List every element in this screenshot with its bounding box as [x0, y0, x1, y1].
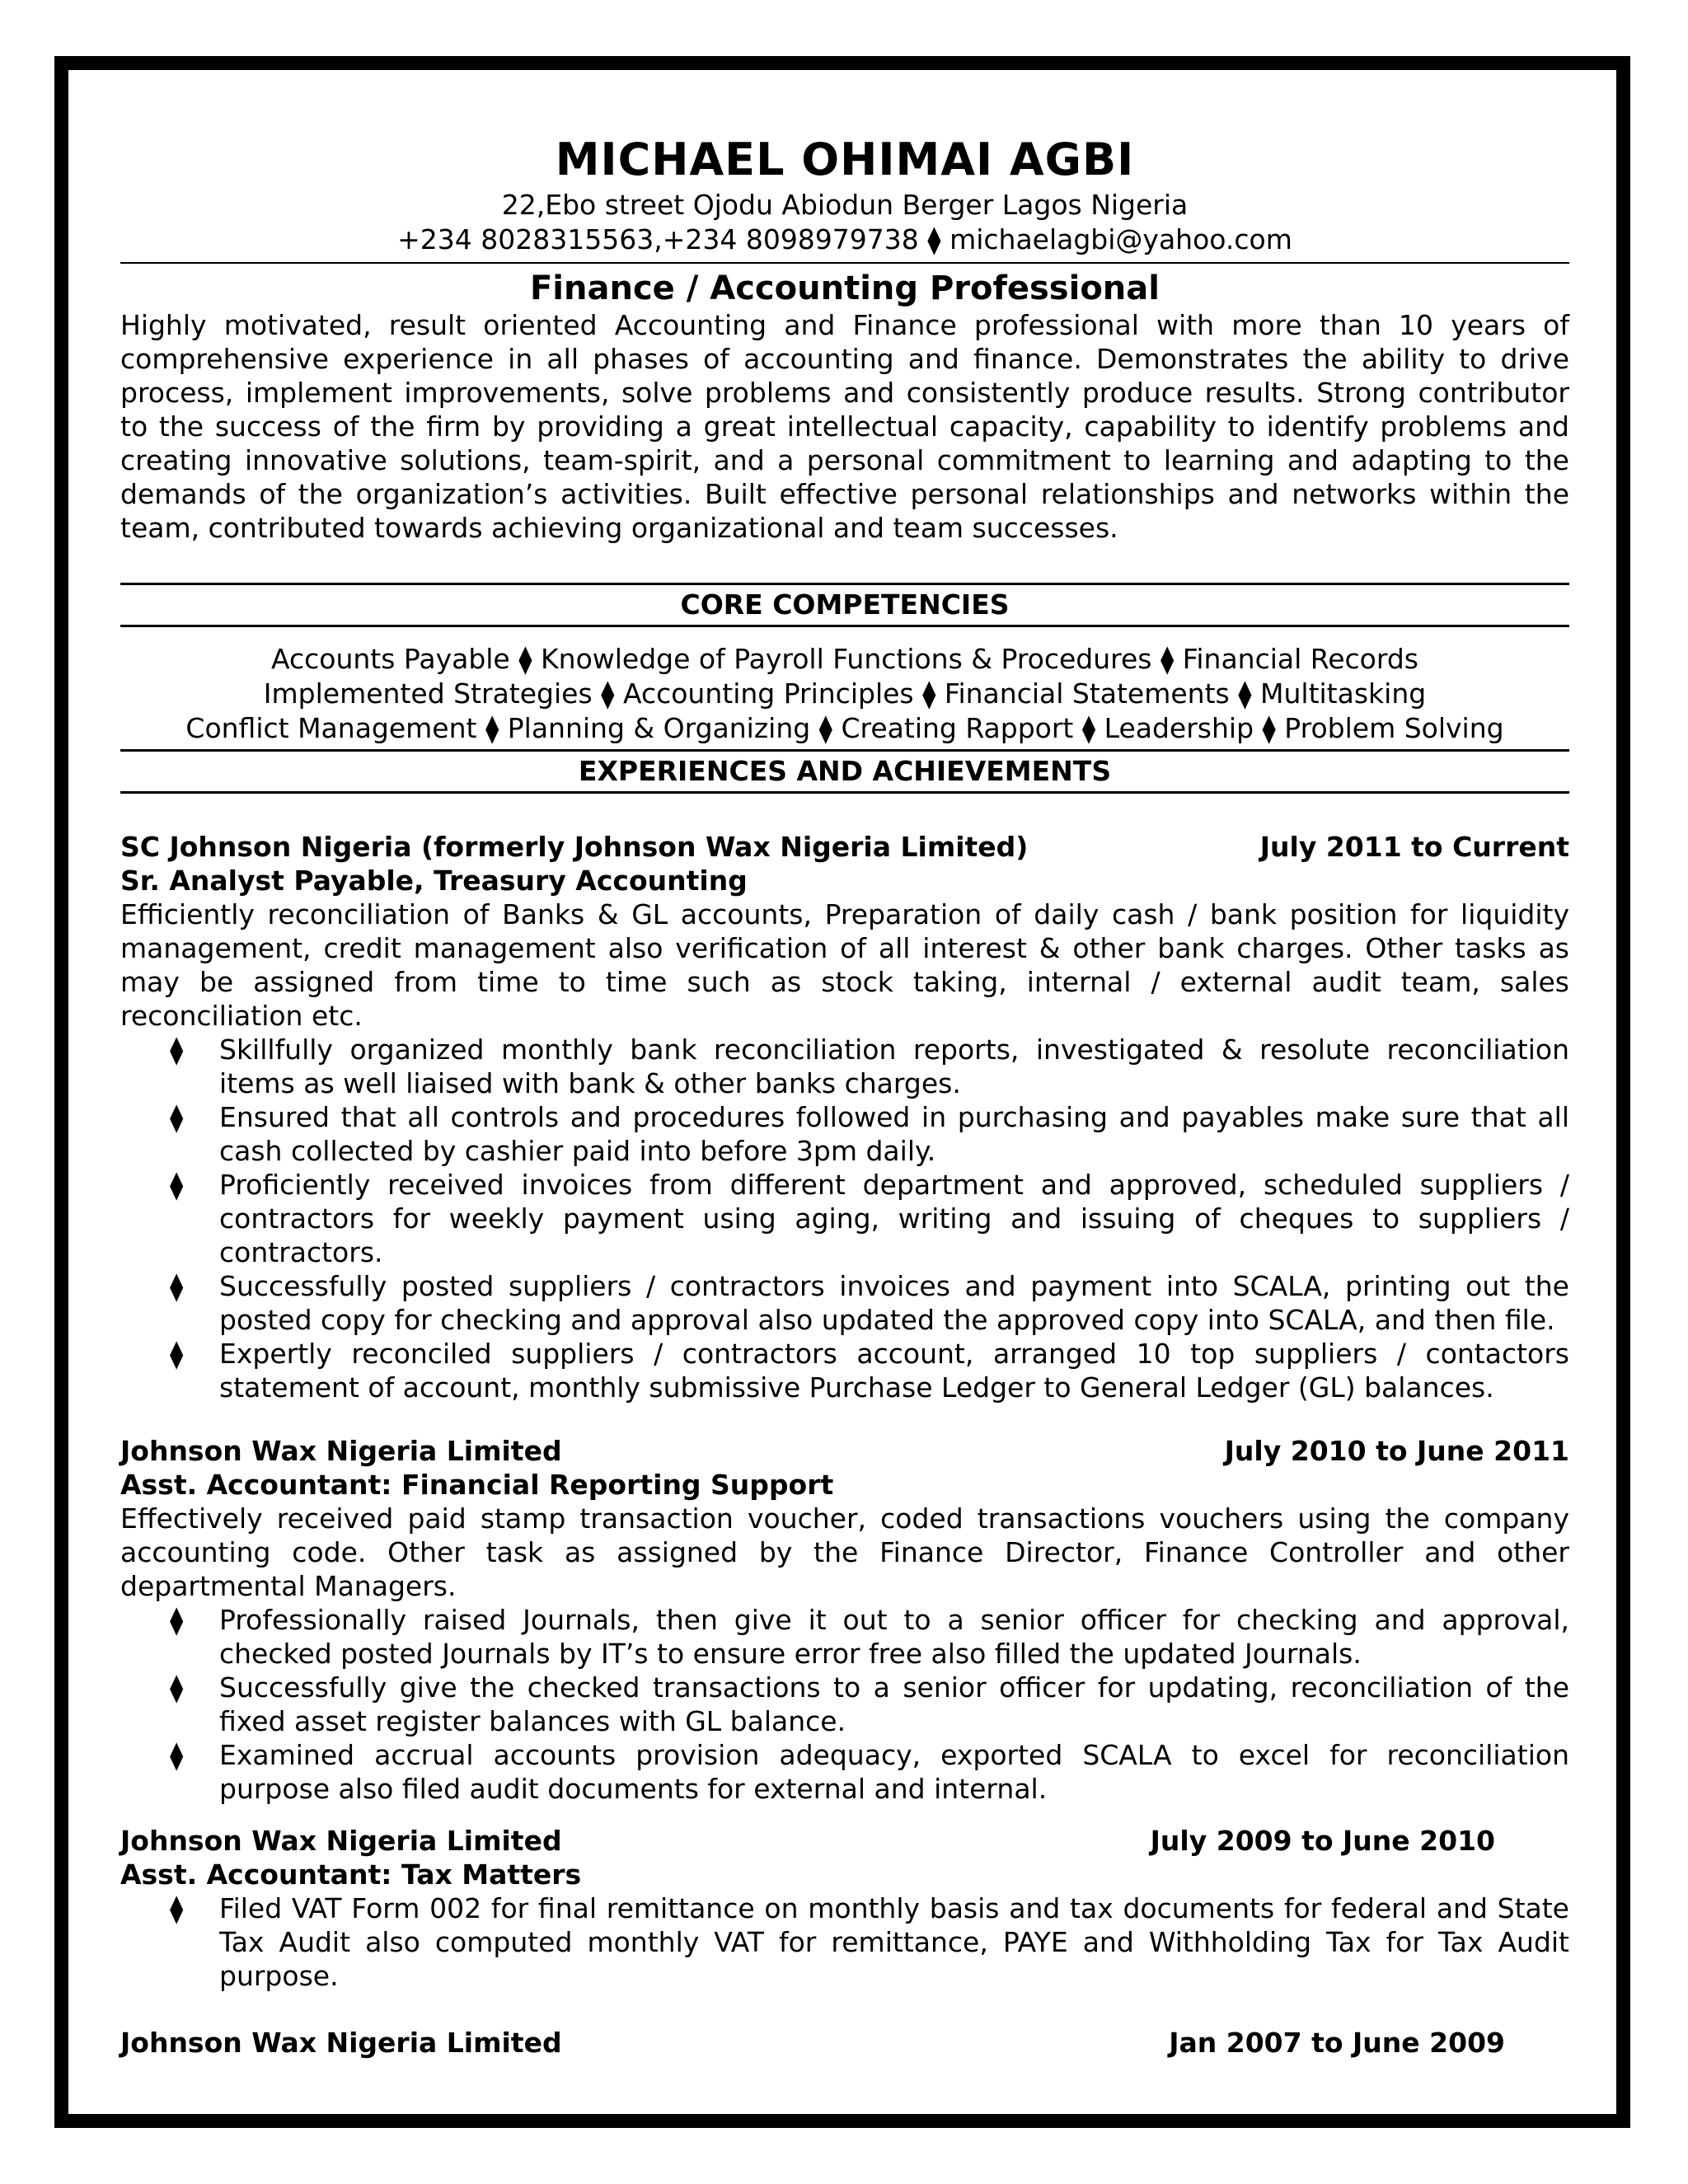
job-dates: July 2009 to June 2010	[1150, 1825, 1495, 1857]
competencies-line: Accounts Payable ⧫ Knowledge of Payroll Functions & Procedures ⧫ Financial Records	[271, 643, 1418, 675]
diamond-bullet-icon: ⧫	[170, 1892, 184, 1924]
job-company: Johnson Wax Nigeria Limited	[120, 2027, 562, 2059]
list-item: ⧫ Ensured that all controls and procedures followed in purchasing and payables make sure that all cash collected by cashier paid into before 3pm daily.	[170, 1101, 1569, 1167]
diamond-bullet-icon: ⧫	[170, 1270, 184, 1302]
list-item: ⧫ Skillfully organized monthly bank reconciliation reports, investigated & resolute reconciliation items as well liaised with bank & other banks charges.	[170, 1033, 1569, 1099]
job-dates: July 2010 to June 2011	[1224, 1435, 1569, 1467]
competencies-line: Implemented Strategies ⧫ Accounting Principles ⧫ Financial Statements ⧫ Multitasking	[263, 677, 1427, 710]
job-bullets	[120, 1033, 1569, 1404]
job-company: SC Johnson Nigeria (formerly Johnson Wax Nigeria Limited)	[120, 831, 1029, 863]
resume-content	[120, 132, 1569, 2060]
job-description: Efficiently reconciliation of Banks & GL accounts, Preparation of daily cash / bank position for liquidity management, credit management also verification of all interest & other bank charges. Other tasks as may be assigned from time to time such as stock taking, internal / external audit team, sales reconciliation etc.	[120, 898, 1569, 1032]
divider	[120, 625, 1569, 627]
job-description: Effectively received paid stamp transaction voucher, coded transactions vouchers using the company accounting code. Other task as assigned by the Finance Director, Finance Controller and other departmental Managers.	[120, 1502, 1569, 1602]
job-title: Asst. Accountant: Tax Matters	[120, 1858, 582, 1891]
diamond-bullet-icon: ⧫	[170, 1671, 184, 1704]
job-header	[120, 830, 1569, 864]
job-dates: July 2011 to Current	[1259, 831, 1569, 863]
diamond-bullet-icon: ⧫	[170, 1604, 184, 1636]
candidate-address: 22,Ebo street Ojodu Abiodun Berger Lagos Nigeria	[501, 189, 1189, 221]
list-item: ⧫ Professionally raised Journals, then give it out to a senior officer for checking and approval, checked posted Journals by IT’s to ensure error free also filled the updated Journals.	[170, 1604, 1569, 1670]
job-dates: Jan 2007 to June 2009	[1169, 2027, 1505, 2059]
list-item: ⧫ Filed VAT Form 002 for final remittance on monthly basis and tax documents for federal and State Tax Audit also computed monthly VAT for remittance, PAYE and Withholding Tax for Tax Audit purpose.	[170, 1892, 1569, 1992]
list-item: ⧫ Successfully give the checked transactions to a senior officer for updating, reconciliation of the fixed asset register balances with GL balance.	[170, 1671, 1569, 1737]
job-header	[120, 1824, 1495, 1858]
list-item: ⧫ Expertly reconciled suppliers / contractors account, arranged 10 top suppliers / contactors statement of account, monthly submissive Purchase Ledger to General Ledger (GL) balances.	[170, 1338, 1569, 1404]
diamond-bullet-icon: ⧫	[170, 1101, 184, 1133]
job-company: Johnson Wax Nigeria Limited	[120, 1825, 562, 1857]
job-header	[120, 2026, 1505, 2060]
list-item: ⧫ Examined accrual accounts provision adequacy, exported SCALA to excel for reconciliation purpose also filed audit documents for external and internal.	[170, 1739, 1569, 1805]
job-bullets	[120, 1891, 1569, 1993]
divider	[120, 791, 1569, 794]
diamond-bullet-icon: ⧫	[170, 1033, 184, 1066]
professional-headline: Finance / Accounting Professional	[529, 269, 1160, 307]
competencies-line: Conflict Management ⧫ Planning & Organizing ⧫ Creating Rapport ⧫ Leadership ⧫ Problem Solving	[185, 712, 1504, 744]
candidate-contact: +234 8028315563,+234 8098979738 ⧫ michaelagbi@yahoo.com	[397, 223, 1292, 255]
diamond-bullet-icon: ⧫	[170, 1169, 184, 1201]
job-header	[120, 1434, 1569, 1468]
diamond-bullet-icon: ⧫	[170, 1338, 184, 1370]
job-title: Sr. Analyst Payable, Treasury Accounting	[120, 865, 748, 897]
divider	[120, 262, 1569, 264]
job-bullets	[120, 1603, 1569, 1806]
diamond-bullet-icon: ⧫	[170, 1739, 184, 1771]
candidate-name: MICHAEL OHIMAI AGBI	[555, 134, 1135, 185]
job-company: Johnson Wax Nigeria Limited	[120, 1435, 562, 1467]
summary-paragraph: Highly motivated, result oriented Accounting and Finance professional with more than 10 years of comprehensive experience in all phases of accounting and finance. Demonstrates the ability to drive process, implement improvements, solve problems and consistently produce results. Strong contributor to the success of the firm by providing a great intellectual capacity, capability to identify problems and creating innovative solutions, team-spirit, and a personal commitment to learning and adapting to the demands of the organization’s activities. Built effective personal relationships and networks within the team, contributed towards achieving organizational and team successes.	[120, 309, 1569, 544]
list-item: ⧫ Proficiently received invoices from different department and approved, scheduled suppliers / contractors for weekly payment using aging, writing and issuing of cheques to suppliers / contractors.	[170, 1169, 1569, 1268]
list-item: ⧫ Successfully posted suppliers / contractors invoices and payment into SCALA, printing out the posted copy for checking and approval also updated the approved copy into SCALA, and then file.	[170, 1270, 1569, 1336]
job-title: Asst. Accountant: Financial Reporting Support	[120, 1469, 834, 1501]
experience-heading: EXPERIENCES AND ACHIEVEMENTS	[578, 755, 1112, 787]
competencies-heading: CORE COMPETENCIES	[680, 588, 1010, 621]
